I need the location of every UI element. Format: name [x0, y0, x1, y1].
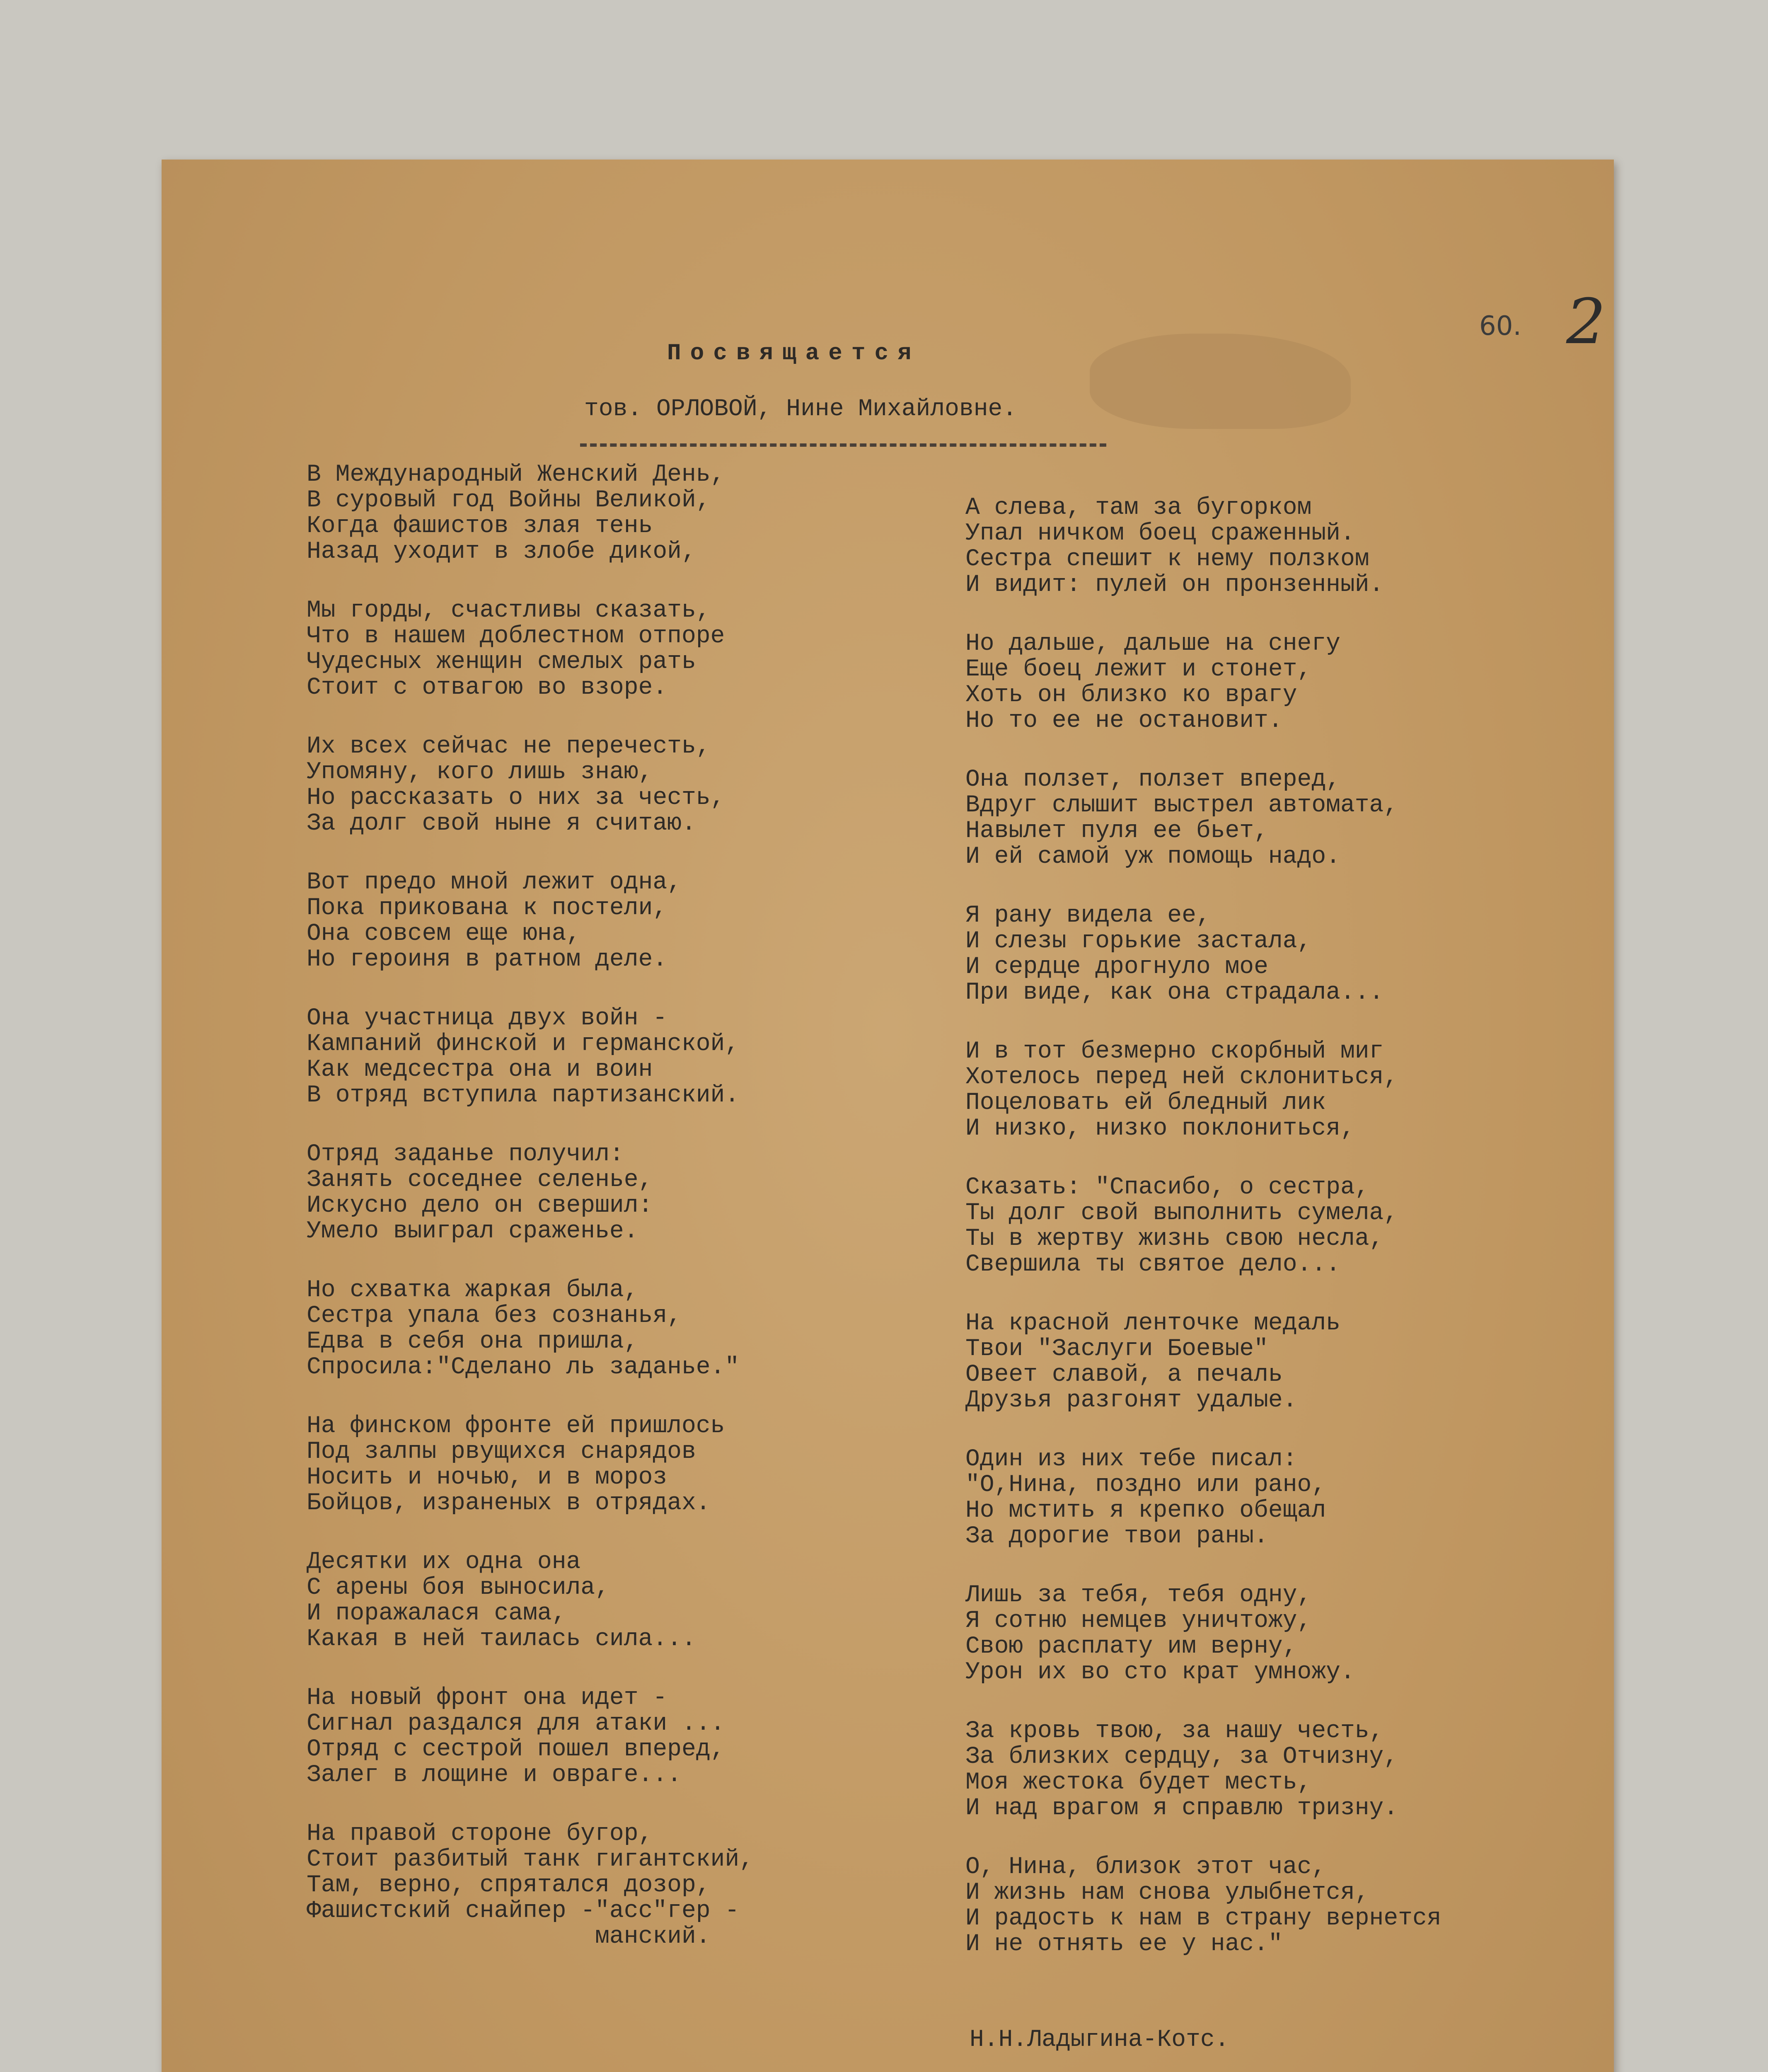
poem-line: Но мстить я крепко обещал: [965, 1497, 1326, 1524]
poem-line: Занять соседнее селенье,: [307, 1167, 653, 1193]
poem-line: Упал ничком боец сраженный.: [965, 520, 1355, 547]
poem-line: "О,Нина, поздно или рано,: [965, 1472, 1326, 1498]
poem-line: Но дальше, дальше на снегу: [965, 630, 1340, 657]
poem-line: На финском фронте ей пришлось: [307, 1413, 725, 1440]
poem-line: За долг свой ныне я считаю.: [307, 810, 696, 837]
torn-edge: [1090, 334, 1351, 429]
stanza: [307, 462, 945, 565]
stanza: [965, 903, 1587, 1006]
stanza: [307, 1549, 945, 1652]
poem-line: Она участница двух войн -: [307, 1005, 668, 1032]
stanza: [307, 870, 945, 973]
poem-line: С арены боя выносила,: [307, 1574, 609, 1601]
poem-line: Умело выиграл сраженье.: [307, 1218, 639, 1245]
poem-line: Стоит разбитый танк гигантский,: [307, 1846, 754, 1873]
poem-line: Когда фашистов злая тень: [307, 513, 653, 540]
poem-line: Еще боец лежит и стонет,: [965, 656, 1312, 683]
poem-line: Поцеловать ей бледный лик: [965, 1089, 1326, 1116]
poem-line: И сердце дрогнуло мое: [965, 954, 1268, 980]
poem-line: Носить и ночью, и в мороз: [307, 1464, 668, 1491]
poem-line: Но то ее не остановит.: [965, 707, 1283, 734]
poem-line: Что в нашем доблестном отпоре: [307, 623, 725, 650]
poem-line: На правой стороне бугор,: [307, 1820, 653, 1847]
poem-line: Сказать: "Спасибо, о сестра,: [965, 1174, 1369, 1201]
poem-line: Стоит с отвагою во взоре.: [307, 674, 668, 701]
poem-line: Ты в жертву жизнь свою несла,: [965, 1225, 1384, 1252]
poem-line: Она совсем еще юна,: [307, 920, 581, 947]
stanza: [965, 495, 1587, 598]
stanza: [965, 1583, 1587, 1685]
poem-line: Овеет славой, а печаль: [965, 1361, 1283, 1388]
poem-line: Друзья разгонят удалые.: [965, 1387, 1297, 1414]
poem-line: Я рану видела ее,: [965, 902, 1211, 929]
poem-line: Один из них тебе писал:: [965, 1446, 1297, 1473]
poem-line: Как медсестра она и воин: [307, 1056, 653, 1083]
poem-line: Бойцов, израненых в отрядах.: [307, 1490, 711, 1517]
poem-line: И слезы горькие застала,: [965, 928, 1312, 955]
poem-right-column: [965, 495, 1587, 1990]
poem-line: Свершила ты святое дело...: [965, 1251, 1340, 1278]
heading: Посвящается: [667, 340, 921, 366]
poem-line: За близких сердцу, за Отчизну,: [965, 1743, 1398, 1770]
stanza: [307, 1142, 945, 1244]
poem-line: Хотелось перед ней склониться,: [965, 1064, 1398, 1091]
poem-line: За дорогие твои раны.: [965, 1523, 1268, 1550]
stanza: [307, 734, 945, 837]
stanza: [307, 1006, 945, 1109]
poem-line: И видит: пулей он пронзенный.: [965, 571, 1384, 598]
poem-line: Свою расплату им верну,: [965, 1633, 1297, 1660]
poem-line: Навылет пуля ее бьет,: [965, 818, 1268, 845]
poem-line: И ей самой уж помощь надо.: [965, 843, 1340, 870]
poem-line: И низко, низко поклониться,: [965, 1115, 1355, 1142]
poem-line: Кампаний финской и германской,: [307, 1031, 740, 1058]
poem-line: Упомяну, кого лишь знаю,: [307, 759, 653, 786]
poem-line: Фашистский снайпер -"асс"гер -: [307, 1898, 740, 1924]
poem-line: Урон их во сто крат умножу.: [965, 1659, 1355, 1686]
poem-line: И жизнь нам снова улыбнется,: [965, 1879, 1369, 1906]
poem-line: Пока прикована к постели,: [307, 895, 668, 922]
poem-line: Назад уходит в злобе дикой,: [307, 538, 696, 565]
poem-line: Но схватка жаркая была,: [307, 1277, 639, 1304]
poem-line: И поражалася сама,: [307, 1600, 566, 1627]
poem-line: Под залпы рвущихся снарядов: [307, 1438, 696, 1465]
poem-line: Едва в себя она пришла,: [307, 1328, 639, 1355]
stanza: [307, 1685, 945, 1788]
poem-line: Лишь за тебя, тебя одну,: [965, 1582, 1312, 1609]
poem-line: Но рассказать о них за честь,: [307, 784, 725, 811]
poem-line: Залег в лощине и овраге...: [307, 1762, 682, 1789]
poem-line: За кровь твою, за нашу честь,: [965, 1718, 1384, 1745]
poem-line: Моя жестока будет месть,: [965, 1769, 1312, 1796]
poem-line: О, Нина, близок этот час,: [965, 1854, 1326, 1881]
poem-line: Я сотню немцев уничтожу,: [965, 1607, 1312, 1634]
stanza: [307, 598, 945, 701]
poem-line: И в тот безмерно скорбный миг: [965, 1038, 1384, 1065]
poem-line: манский.: [307, 1923, 711, 1950]
page-number-typed: 60.: [1479, 311, 1521, 341]
poem-line: И радость к нам в страну вернется: [965, 1905, 1441, 1932]
poem-line: Их всех сейчас не перечесть,: [307, 733, 711, 760]
poem-line: Отряд заданье получил:: [307, 1141, 624, 1168]
poem-line: Там, верно, спрятался дозор,: [307, 1872, 711, 1899]
dedication: тов. ОРЛОВОЙ, Нине Михайловне.: [584, 396, 1017, 423]
poem-line: При виде, как она страдала...: [965, 979, 1384, 1006]
stanza: [965, 1719, 1587, 1821]
poem-line: В отряд вступила партизанский.: [307, 1082, 740, 1109]
stanza: [307, 1414, 945, 1516]
poem-line: Отряд с сестрой пошел вперед,: [307, 1736, 725, 1763]
stanza: [307, 1278, 945, 1380]
stanza: [965, 767, 1587, 870]
signature: Н.Н.Ладыгина-Котс.: [970, 2026, 1229, 2053]
poem-line: И над врагом я справлю тризну.: [965, 1795, 1398, 1822]
poem-line: Хоть он близко ко врагу: [965, 682, 1297, 709]
poem-line: А слева, там за бугорком: [965, 494, 1312, 521]
poem-line: Вот предо мной лежит одна,: [307, 869, 682, 896]
stanza: [307, 1821, 945, 1950]
poem-line: Но героиня в ратном деле.: [307, 946, 668, 973]
poem-line: В суровый год Войны Великой,: [307, 487, 711, 514]
stanza: [965, 1175, 1587, 1278]
poem-line: Какая в ней таилась сила...: [307, 1626, 696, 1653]
poem-line: В Международный Женский День,: [307, 461, 725, 488]
stanza: [965, 1854, 1587, 1957]
stanza: [965, 631, 1587, 734]
stanza: [965, 1039, 1587, 1142]
stanza: [965, 1311, 1587, 1414]
poem-line: Сестра спешит к нему ползком: [965, 546, 1369, 573]
poem-line: Она ползет, ползет вперед,: [965, 766, 1340, 793]
page-number-handwritten: 2: [1566, 286, 1606, 358]
poem-line: На новый фронт она идет -: [307, 1685, 668, 1711]
poem-line: Вдруг слышит выстрел автомата,: [965, 792, 1398, 819]
stanza: [965, 1447, 1587, 1549]
poem-line: Спросила:"Сделано ль заданье.": [307, 1354, 740, 1381]
poem-line: Искусно дело он свершил:: [307, 1192, 653, 1219]
poem-left-column: [307, 462, 945, 1983]
poem-line: Мы горды, счастливы сказать,: [307, 597, 711, 624]
poem-line: На красной ленточке медаль: [965, 1310, 1340, 1337]
poem-line: Ты долг свой выполнить сумела,: [965, 1200, 1398, 1227]
poem-line: Сигнал раздался для атаки ...: [307, 1710, 725, 1737]
poem-line: Твои "Заслуги Боевые": [965, 1336, 1268, 1363]
poem-line: Десятки их одна она: [307, 1549, 581, 1576]
poem-line: Сестра упала без сознанья,: [307, 1302, 682, 1329]
dedication-underline: [580, 443, 1106, 447]
poem-line: И не отнять ее у нас.": [965, 1931, 1283, 1958]
poem-line: Чудесных женщин смелых рать: [307, 649, 696, 675]
